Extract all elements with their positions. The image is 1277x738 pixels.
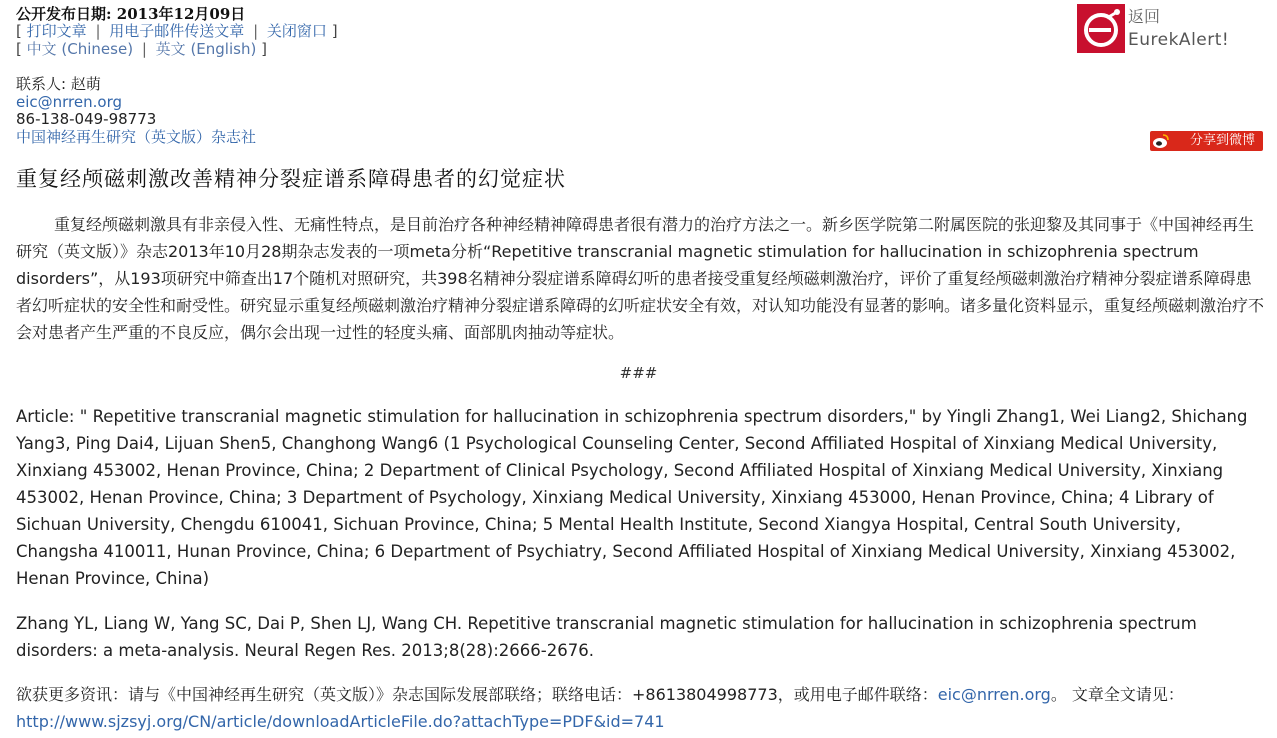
- section-separator: ###: [619, 364, 658, 382]
- close-window-link[interactable]: 关闭窗口: [266, 22, 327, 40]
- full-text-link[interactable]: http://www.sjzsyj.org/CN/article/downloadArticleFile.do?attachType=PDF&id=741: [16, 712, 665, 731]
- lang-close-bracket: ]: [261, 40, 267, 58]
- article-reference: Article: " Repetitive transcranial magnetic stimulation for hallucination in schizophrenia spectrum disorders," by Yingli Zhang1, Wei Liang2, Shichang Yang3, Ping Dai4, Lijuan Shen5, Changhong Wang6 (1 Psychological Counseling Center, Second Affiliated Hospital of Xinxiang Medical University, Xinxiang 453002, Henan Province, China; 2 Department of Clinical Psychology, Second Affiliated Hospital of Xinxiang Medical University, Xinxiang 453002, Henan Province, China; 3 Department of Psychology, Xinxiang Medical University, Xinxiang 453000, Henan Province, China; 4 Library of Sichuan University, Chengdu 610041, Sichuan Province, China; 5 Mental Health Institute, Second Xiangya Hospital, Central South University, Changsha 410011, Hunan Province, China; 6 Department of Psychiatry, Second Affiliated Hospital of Xinxiang Medical University, Xinxiang 453002, Henan Province, China): [16, 407, 1248, 588]
- more-info-text: 欲获更多资讯：请与《中国神经再生研究（英文版）》杂志国际发展部联络；联络电话：+8613804998773，或用电子邮件联络：: [16, 685, 938, 704]
- toolbar-open-bracket: [: [16, 22, 22, 40]
- toolbar-close-bracket: ]: [331, 22, 338, 40]
- article-title: 重复经颅磁刺激改善精神分裂症谱系障碍患者的幻觉症状: [16, 167, 566, 191]
- weibo-icon: [1152, 133, 1169, 149]
- lang-separator: |: [141, 40, 147, 58]
- more-info: [16, 681, 1266, 735]
- article-toolbar: [16, 22, 338, 40]
- article-body: 重复经颅磁刺激具有非亲侵入性、无痛性特点，是目前治疗各种神经精神障碍患者很有潜力的治疗方法之一。新乡医学院第二附属医院的张迎黎及其同事于《中国神经再生研究（英文版）》杂志2013年10月28期杂志发表的一项meta分析“Repetitive transcranial magnetic stimulation for hallucination in schizophrenia spectrum disorders”，从193项研究中筛查出17个随机对照研究，共398名精神分裂症谱系障碍幻听的患者接受重复经颅磁刺激治疗，评价了重复经颅磁刺激治疗精神分裂症谱系障碍患者幻听症状的安全性和耐受性。研究显示重复经颅磁刺激治疗精神分裂症谱系障碍的幻听症状安全有效，对认知功能没有显著的影响。诸多量化资料显示，重复经颅磁刺激治疗不会对患者产生严重的不良反应，偶尔会出现一过性的轻度头痛、面部肌肉抽动等症状。: [16, 215, 1265, 342]
- article-citation: Zhang YL, Liang W, Yang SC, Dai P, Shen LJ, Wang CH. Repetitive transcranial magnetic stimulation for hallucination in schizophrenia spectrum disorders: a meta-analysis. Neural Regen Res. 2013;8(28):2666-2676.: [16, 614, 1197, 660]
- contact-email-link[interactable]: eic@nrren.org: [16, 92, 122, 111]
- toolbar-separator: |: [253, 22, 259, 40]
- eurekalert-back-link[interactable]: [1077, 4, 1239, 54]
- print-article-link[interactable]: 打印文章: [26, 22, 87, 40]
- lang-open-bracket: [: [16, 40, 22, 58]
- eurekalert-logo-icon: [1077, 4, 1125, 53]
- eurekalert-wordmark: EurekAlert!: [1128, 30, 1230, 50]
- share-weibo-label: 分享到微博: [1189, 133, 1255, 148]
- toolbar-separator: |: [95, 22, 101, 40]
- contact-person: 联系人: 赵萌: [16, 75, 101, 93]
- contact-organization-link[interactable]: 中国神经再生研究（英文版）杂志社: [16, 127, 257, 146]
- language-chinese-link[interactable]: 中文 (Chinese): [26, 40, 134, 58]
- contact-phone: 86-138-049-98773: [16, 110, 157, 128]
- share-weibo-button[interactable]: [1150, 131, 1263, 151]
- email-article-link[interactable]: 用电子邮件传送文章: [109, 22, 245, 40]
- language-english-link[interactable]: 英文 (English): [155, 40, 257, 58]
- back-label: 返回: [1128, 7, 1161, 26]
- language-switcher: [16, 40, 267, 58]
- publish-date: 公开发布日期: 2013年12月09日: [16, 5, 246, 23]
- more-info-email-link[interactable]: eic@nrren.org: [937, 685, 1051, 704]
- more-info-middle: 。 文章全文请见：: [1050, 685, 1184, 704]
- contact-block: [16, 76, 256, 146]
